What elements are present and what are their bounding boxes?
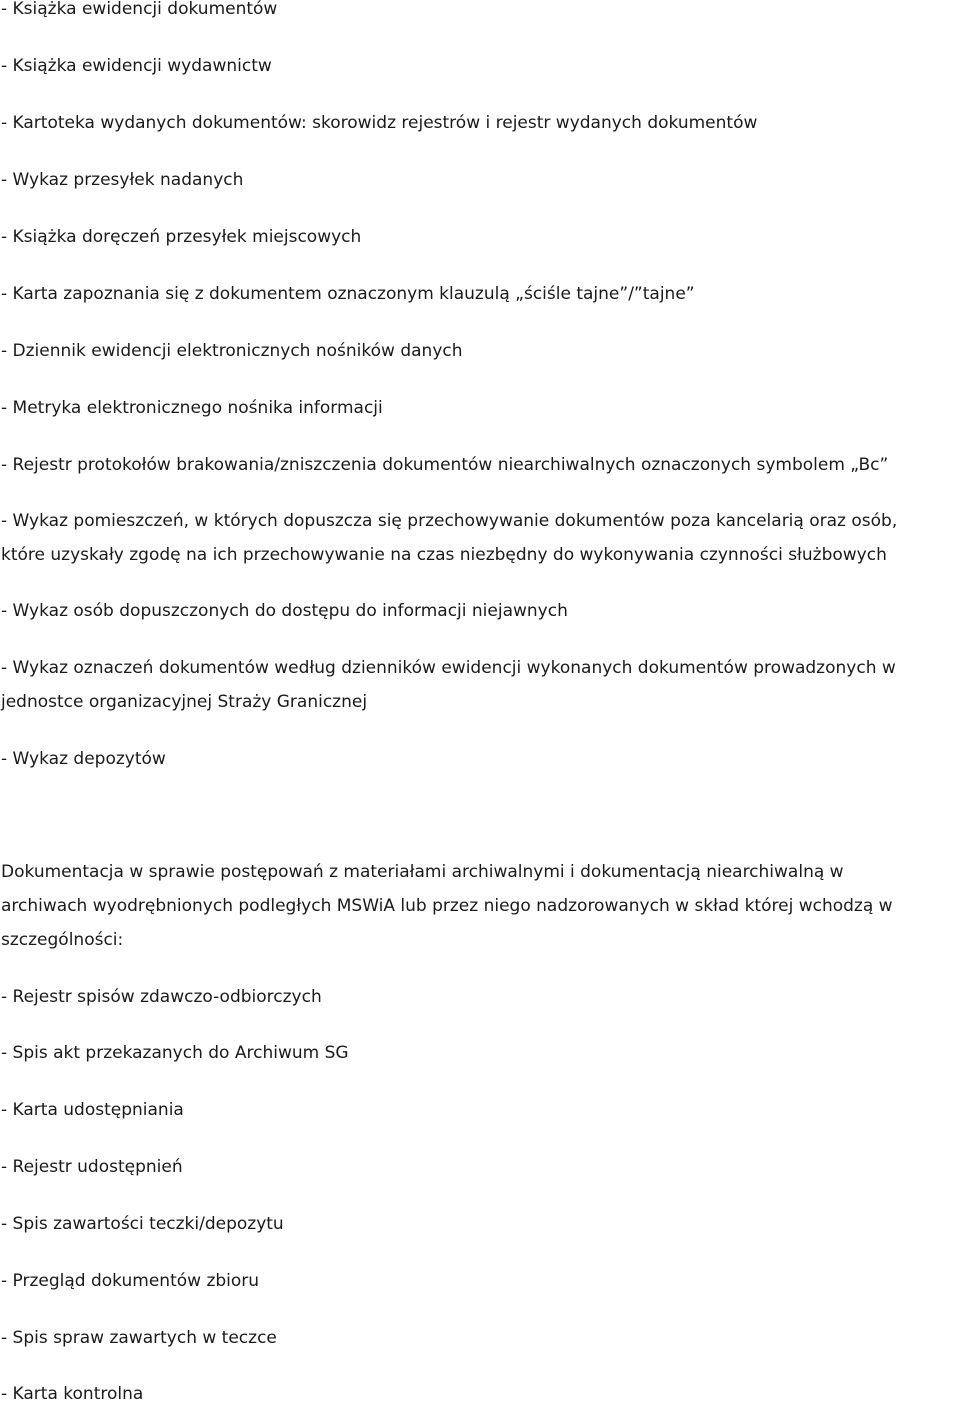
list-item: - Dziennik ewidencji elektronicznych nośników danych xyxy=(1,341,463,361)
list-item: - Metryka elektronicznego nośnika informacji xyxy=(1,398,383,418)
list-item-line: które uzyskały zgodę na ich przechowywanie na czas niezbędny do wykonywania czynności służbowych xyxy=(1,545,887,565)
list-item-line: jednostce organizacyjnej Straży Granicznej xyxy=(1,692,368,712)
list-item: - Spis spraw zawartych w teczce xyxy=(1,1328,277,1348)
list-item: - Rejestr protokołów brakowania/zniszczenia dokumentów niearchiwalnych oznaczonych symbolem „Bc” xyxy=(1,455,889,475)
list-item-multiline xyxy=(1,504,960,572)
list-item-line: - Wykaz pomieszczeń, w których dopuszcza się przechowywanie dokumentów poza kancelarią oraz osób, xyxy=(1,511,898,531)
list-item: - Karta zapoznania się z dokumentem oznaczonym klauzulą „ściśle tajne”/”tajne” xyxy=(1,284,695,304)
list-item: - Kartoteka wydanych dokumentów: skorowidz rejestrów i rejestr wydanych dokumentów xyxy=(1,113,758,133)
list-item: - Wykaz depozytów xyxy=(1,749,166,769)
list-item: - Spis akt przekazanych do Archiwum SG xyxy=(1,1043,349,1063)
list-item: - Przegląd dokumentów zbioru xyxy=(1,1271,260,1291)
list-item: - Karta udostępniania xyxy=(1,1100,184,1120)
section-heading-line: archiwach wyodrębnionych podległych MSWiA lub przez niego nadzorowanych w skład której wchodzą w xyxy=(1,896,893,916)
list-item: - Karta kontrolna xyxy=(1,1384,144,1404)
list-item: - Książka ewidencji wydawnictw xyxy=(1,56,272,76)
list-item: - Rejestr spisów zdawczo-odbiorczych xyxy=(1,987,322,1007)
section-heading-line: Dokumentacja w sprawie postępowań z materiałami archiwalnymi i dokumentacją niearchiwalną w xyxy=(1,862,844,882)
list-item: - Wykaz przesyłek nadanych xyxy=(1,170,244,190)
list-item-line: - Wykaz oznaczeń dokumentów według dzienników ewidencji wykonanych dokumentów prowadzonych w xyxy=(1,658,896,678)
list-item-multiline xyxy=(1,651,960,719)
list-item: - Spis zawartości teczki/depozytu xyxy=(1,1214,284,1234)
section-heading xyxy=(1,855,960,957)
list-item: - Wykaz osób dopuszczonych do dostępu do informacji niejawnych xyxy=(1,601,568,621)
section-heading-line: szczególności: xyxy=(1,930,124,950)
list-item: - Książka doręczeń przesyłek miejscowych xyxy=(1,227,362,247)
list-item: - Książka ewidencji dokumentów xyxy=(1,0,278,19)
list-item: - Rejestr udostępnień xyxy=(1,1157,183,1177)
